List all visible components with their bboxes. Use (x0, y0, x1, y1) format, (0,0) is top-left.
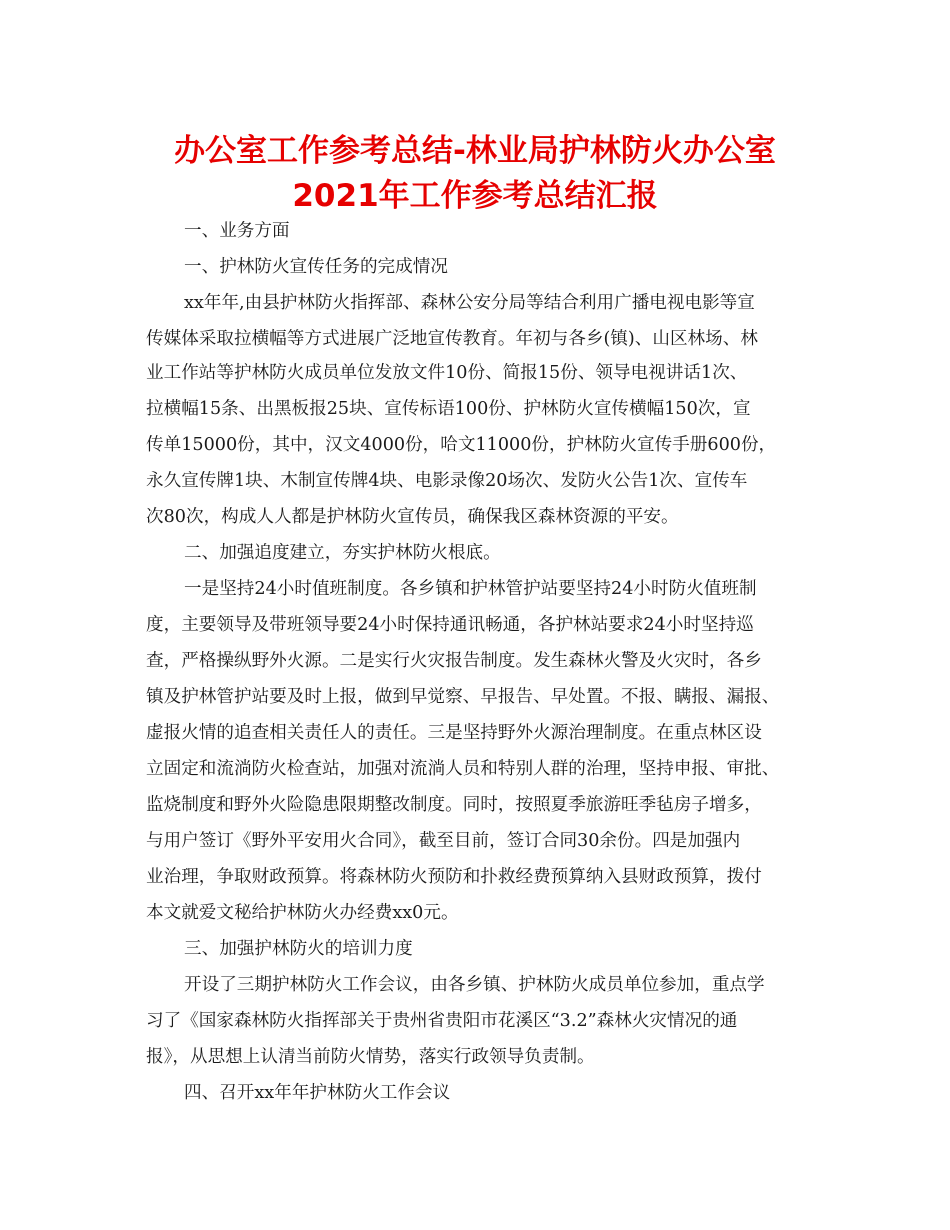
paragraph-line: 与用户签订《野外平安用火合同》，截至目前，签订合同30余份。四是加强内 (146, 831, 741, 851)
paragraph-line: 次80次，构成人人都是护林防火宣传员，确保我区森林资源的平安。 (146, 507, 679, 527)
subsection-heading: 三、加强护林防火的培训力度 (184, 939, 413, 959)
paragraph-line: 监烧制度和野外火险隐患限期整改制度。同时，按照夏季旅游旺季毡房子增多， (146, 795, 762, 815)
paragraph-line: 业治理，争取财政预算。将森林防火预防和扑救经费预算纳入县财政预算，拨付 (146, 867, 762, 887)
paragraph-line: 传单15000份，其中，汉文4000份，哈文11000份，护林防火宣传手册600份， (146, 435, 777, 455)
document-title-line-1: 办公室工作参考总结-林业局护林防火办公室 (174, 133, 776, 169)
paragraph-line: xx年年,由县护林防火指挥部、森林公安分局等结合利用广播电视电影等宣 (184, 293, 755, 313)
paragraph-line: 度，主要领导及带班领导要24小时保持通讯畅通，各护林站要求24小时坚持巡 (146, 615, 754, 635)
paragraph-line: 一是坚持24小时值班制度。各乡镇和护林管护站要坚持24小时防火值班制 (184, 579, 757, 599)
paragraph-line: 报》，从思想上认清当前防火情势，落实行政领导负责制。 (146, 1047, 595, 1067)
subsection-heading: 二、加强追度建立，夯实护林防火根底。 (184, 543, 501, 563)
paragraph-line: 开设了三期护林防火工作会议，由各乡镇、护林防火成员单位参加，重点学 (184, 975, 765, 995)
subsection-heading: 四、召开xx年年护林防火工作会议 (184, 1083, 451, 1103)
document-title-line-2: 2021年工作参考总结汇报 (292, 178, 658, 214)
paragraph-line: 虚报火情的追查相关责任人的责任。三是坚持野外火源治理制度。在重点林区设 (146, 723, 762, 743)
subsection-heading: 一、护林防火宣传任务的完成情况 (184, 257, 448, 277)
paragraph-line: 立固定和流淌防火检查站，加强对流淌人员和特别人群的治理，坚持申报、审批、 (146, 759, 780, 779)
paragraph-line: 镇及护林管护站要及时上报，做到早觉察、早报告、早处置。不报、瞒报、漏报、 (146, 687, 780, 707)
paragraph-line: 传媒体采取拉横幅等方式进展广泛地宣传教育。年初与各乡(镇)、山区林场、林 (146, 329, 758, 349)
paragraph-line: 查，严格操纵野外火源。二是实行火灾报告制度。发生森林火警及火灾时，各乡 (146, 651, 762, 671)
paragraph-line: 习了《国家森林防火指挥部关于贵州省贵阳市花溪区“3.2”森林火灾情况的通 (146, 1011, 738, 1031)
paragraph-line: 本文就爱文秘给护林防火办经费xx0元。 (146, 903, 459, 923)
section-heading: 一、业务方面 (184, 221, 290, 241)
paragraph-line: 拉横幅15条、出黑板报25块、宣传标语100份、护林防火宣传横幅150次，宣 (146, 399, 751, 419)
paragraph-line: 永久宣传牌1块、木制宣传牌4块、电影录像20场次、发防火公告1次、宣传车 (146, 471, 748, 491)
paragraph-line: 业工作站等护林防火成员单位发放文件10份、简报15份、领导电视讲话1次、 (146, 363, 748, 383)
